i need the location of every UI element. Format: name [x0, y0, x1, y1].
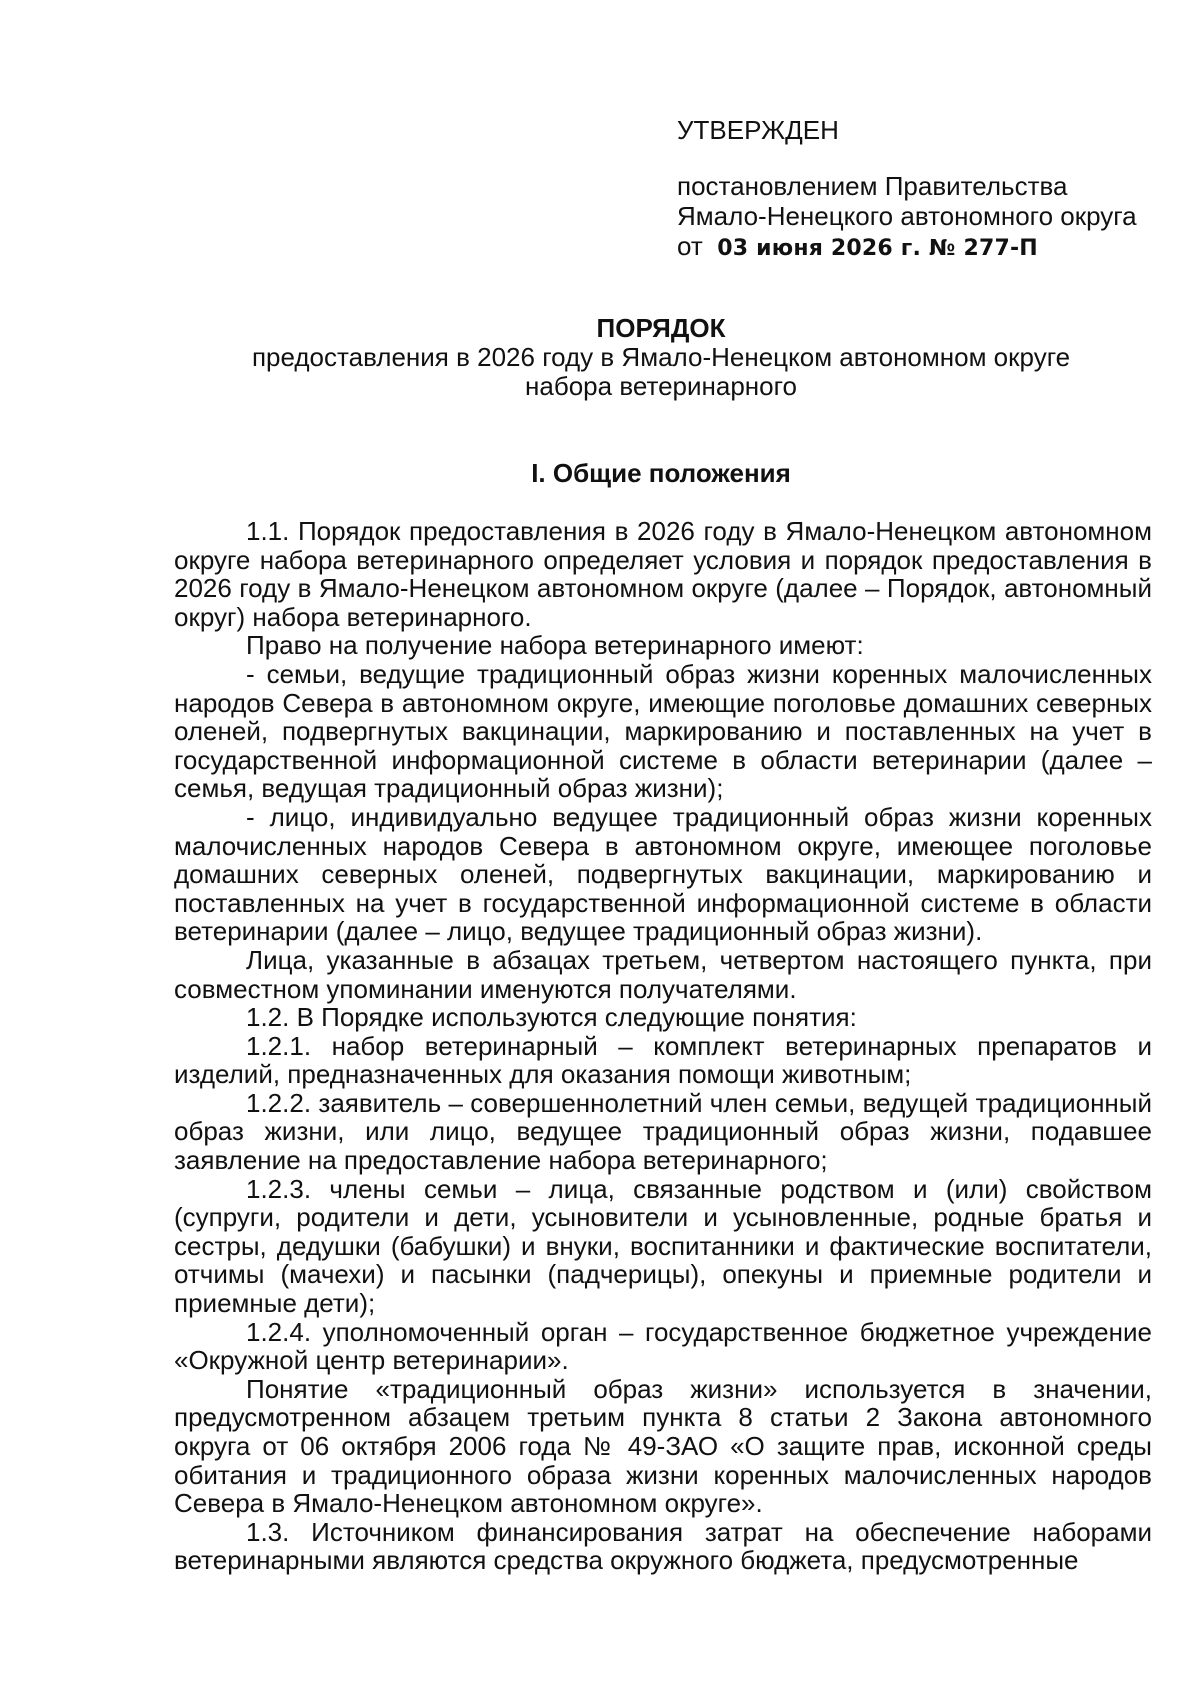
- paragraph-1-2-4: 1.2.4. уполномоченный орган – государственное бюджетное учреждение «Окружной центр ветеринарии».: [174, 1316, 1152, 1376]
- approval-line-1: постановлением Правительства: [677, 171, 1068, 201]
- approval-date-number: 03 июня 2026 г. № 277-П: [717, 236, 1038, 261]
- section-heading: I. Общие положения: [531, 458, 791, 488]
- paragraph-1-2-1: 1.2.1. набор ветеринарный – комплект ветеринарных препаратов и изделий, предназначенных для оказания помощи животным;: [174, 1030, 1152, 1090]
- document-body: [174, 517, 1152, 1575]
- title-main: ПОРЯДОК: [596, 313, 726, 343]
- title-subtitle-line-2: набора ветеринарного: [525, 371, 797, 401]
- paragraph-traditional-way: Понятие «традиционный образ жизни» используется в значении, предусмотренном абзацем третьим пункта 8 статьи 2 Закона автономного округа от 06 октября 2006 года № 49-ЗАО «О защите прав, исконной среды обитания и традиционного образа жизни коренных малочисленных народов Севера в Ямало-Ненецком автономном округе».: [174, 1373, 1152, 1519]
- paragraph-1-1: 1.1. Порядок предоставления в 2026 году в Ямало-Ненецком автономном округе набора ветеринарного определяет условия и порядок предоставления в 2026 году в Ямало-Ненецком автономном округе (далее – Порядок, автономный округ) набора ветеринарного.: [174, 516, 1152, 632]
- approval-date-prefix: от: [677, 231, 703, 261]
- paragraph-1-2: 1.2. В Порядке используются следующие понятия:: [246, 1002, 857, 1033]
- approval-block: [677, 115, 1157, 264]
- title-subtitle-line-1: предоставления в 2026 году в Ямало-Ненецком автономном округе: [251, 342, 1071, 372]
- document-title: [170, 314, 1152, 401]
- paragraph-families: - семьи, ведущие традиционный образ жизни коренных малочисленных народов Севера в автономном округе, имеющие поголовье домашних северных оленей, подвергнутых вакцинации, маркированию и поставленных на учет в государственной информационной системе в области ветеринарии (далее – семья, ведущая традиционный образ жизни);: [174, 658, 1152, 804]
- approval-spacer: [677, 145, 1157, 171]
- approval-line-2: Ямало-Ненецкого автономного округа: [677, 201, 1137, 231]
- approval-date-line: [677, 231, 1157, 264]
- paragraph-right-intro: Право на получение набора ветеринарного имеют:: [246, 630, 864, 661]
- paragraph-individual: - лицо, индивидуально ведущее традиционный образ жизни коренных малочисленных народов Севера в автономном округе, имеющее поголовье домашних северных оленей, подвергнутых вакцинации, маркированию и поставленных на учет в государственной информационной системе в области ветеринарии (далее – лицо, ведущее традиционный образ жизни).: [174, 801, 1152, 947]
- paragraph-1-2-2: 1.2.2. заявитель – совершеннолетний член семьи, ведущей традиционный образ жизни, или лицо, ведущее традиционный образ жизни, подавшее заявление на предоставление набора ветеринарного;: [174, 1087, 1152, 1176]
- paragraph-recipients: Лица, указанные в абзацах третьем, четвертом настоящего пункта, при совместном упоминании именуются получателями.: [174, 944, 1152, 1004]
- paragraph-1-3: 1.3. Источником финансирования затрат на обеспечение наборами ветеринарными являются средства окружного бюджета, предусмотренные: [174, 1516, 1152, 1576]
- approval-stamp: УТВЕРЖДЕН: [677, 115, 839, 145]
- paragraph-1-2-3: 1.2.3. члены семьи – лица, связанные родством и (или) свойством (супруги, родители и дети, усыновители и усыновленные, родные братья и сестры, дедушки (бабушки) и внуки, воспитанники и фактические воспитатели, отчимы (мачехи) и пасынки (падчерицы), опекуны и приемные родители и приемные дети);: [174, 1173, 1152, 1319]
